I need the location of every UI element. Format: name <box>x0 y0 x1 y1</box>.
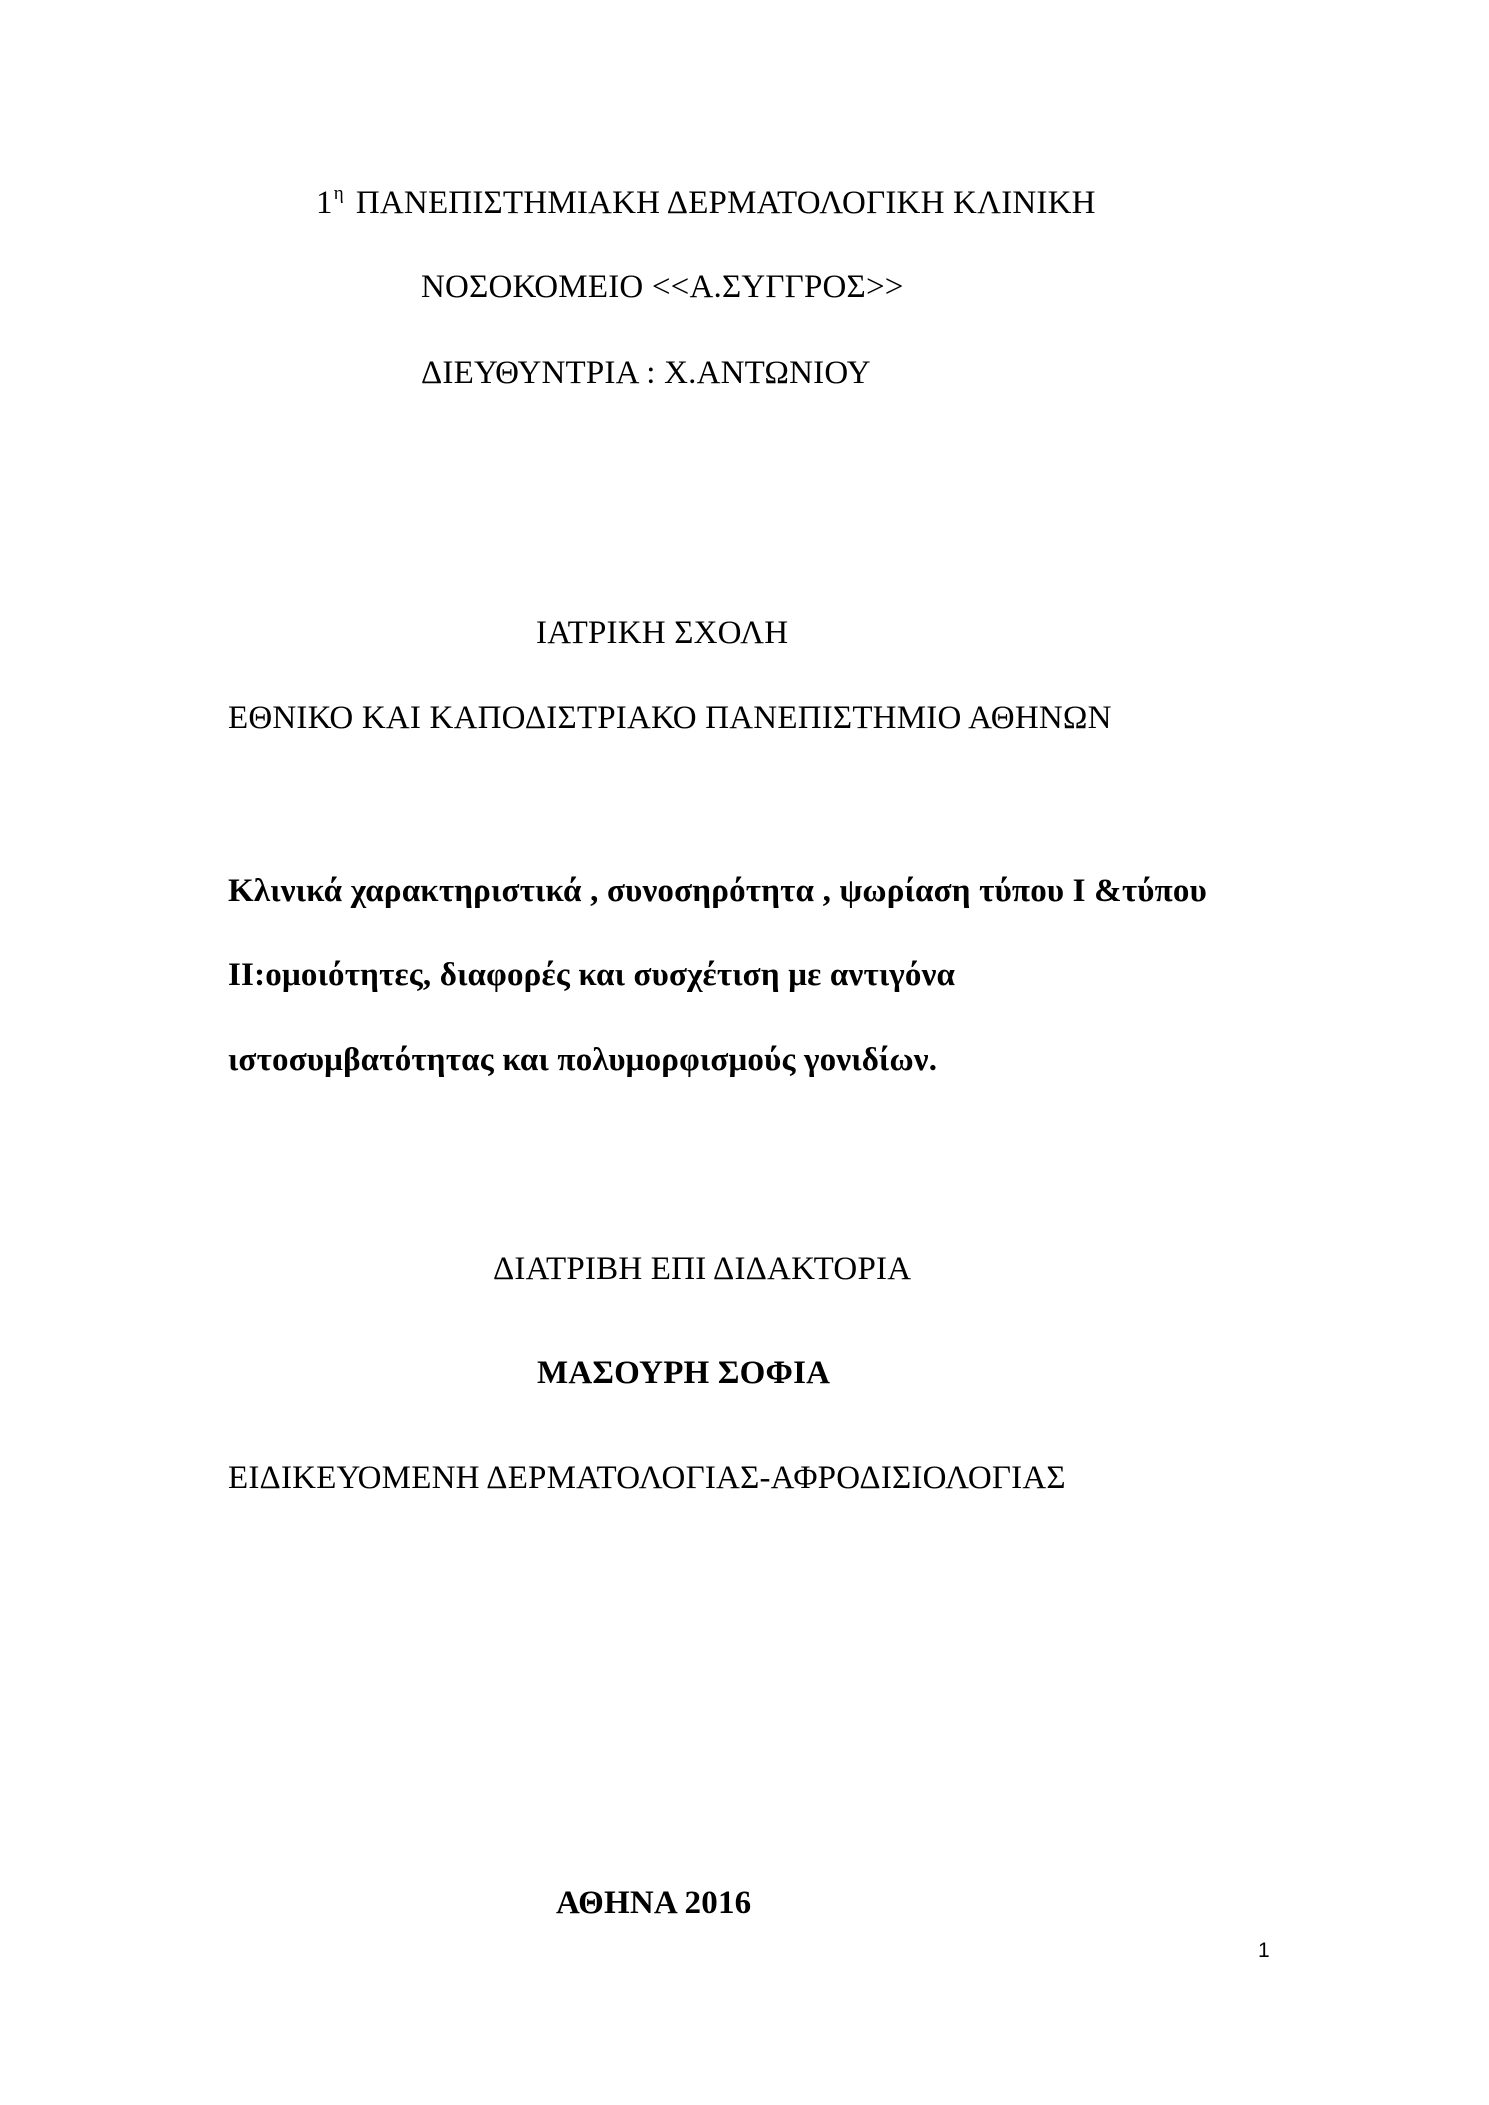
page-number: 1 <box>1258 1939 1270 1962</box>
thesis-type: ΔΙΑΤΡΙΒΗ ΕΠΙ ΔΙΔΑΚΤΟΡΙΑ <box>493 1251 912 1287</box>
clinic-name: ΠΑΝΕΠΙΣΤΗΜΙΑΚΗ ΔΕΡΜΑΤΟΛΟΓΙΚΗ ΚΛΙΝΙΚΗ <box>355 185 1096 221</box>
university-name: ΕΘΝΙΚΟ ΚΑΙ ΚΑΠΟΔΙΣΤΡΙΑΚΟ ΠΑΝΕΠΙΣΤΗΜΙΟ ΑΘΗΝΩΝ <box>228 700 1112 736</box>
thesis-title-line-1: Κλινικά χαρακτηριστικά , συνοσηρότητα , ψωρίαση τύπου Ι &τύπου <box>228 873 1207 909</box>
thesis-title-line-3: ιστοσυμβατότητας και πολυμορφισμούς γονιδίων. <box>228 1042 938 1078</box>
director-name: ΔΙΕΥΘΥΝΤΡΙΑ : Χ.ΑΝΤΩΝΙΟΥ <box>421 355 871 391</box>
hospital-name: ΝΟΣΟΚΟΜΕΙΟ <<Α.ΣΥΓΓΡΟΣ>> <box>421 269 904 305</box>
clinic-line <box>316 183 1096 228</box>
author-name: ΜΑΣΟΥΡΗ ΣΟΦΙΑ <box>537 1355 831 1391</box>
school-name: ΙΑΤΡΙΚΗ ΣΧΟΛΗ <box>536 615 789 651</box>
clinic-number: 1 <box>316 185 333 221</box>
thesis-title-line-2: ΙΙ:ομοιότητες, διαφορές και συσχέτιση με αντιγόνα <box>228 957 956 993</box>
place-year: ΑΘΗΝΑ 2016 <box>556 1885 752 1921</box>
clinic-superscript: η <box>333 183 344 204</box>
author-specialty: ΕΙΔΙΚΕΥΟΜΕΝΗ ΔΕΡΜΑΤΟΛΟΓΙΑΣ-ΑΦΡΟΔΙΣΙΟΛΟΓΙΑΣ <box>228 1460 1066 1496</box>
